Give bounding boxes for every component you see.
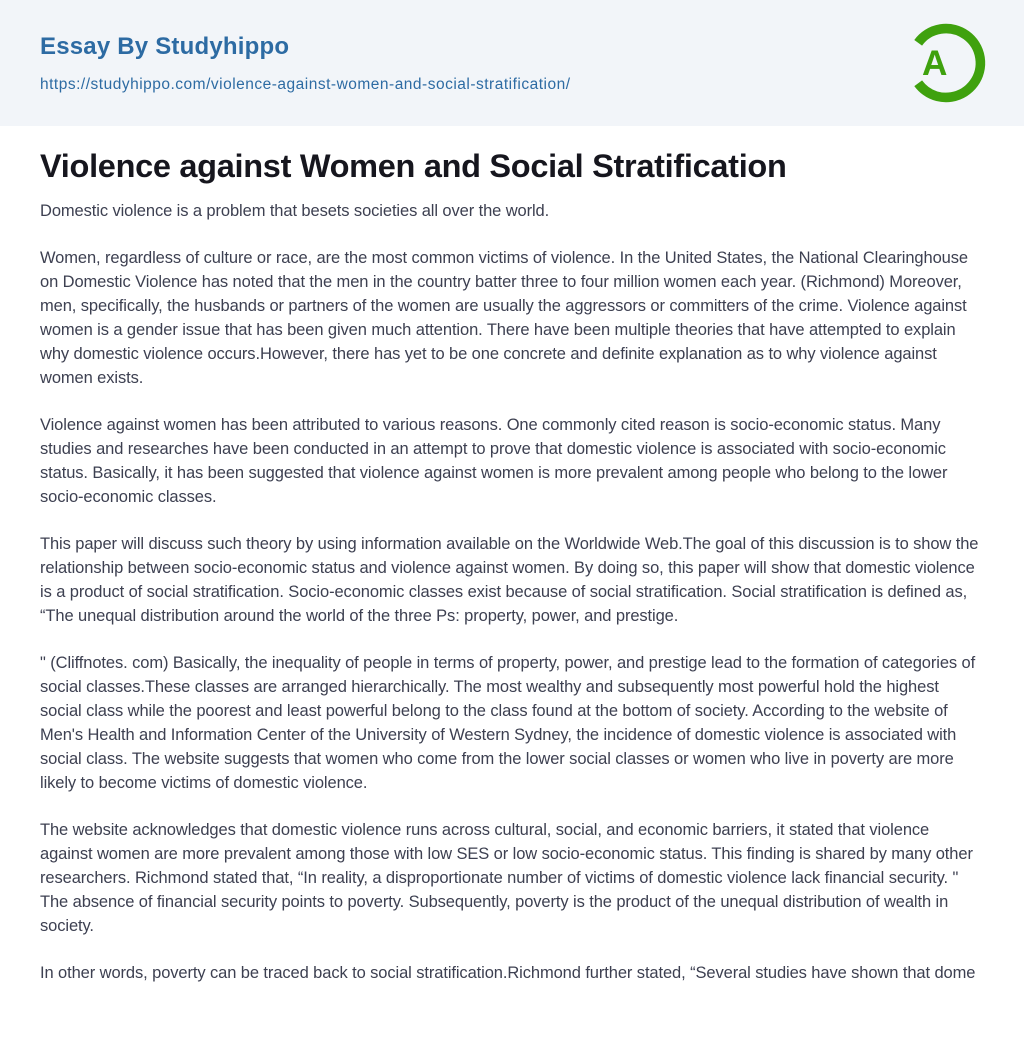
page-title: Violence against Women and Social Stratification [40, 148, 787, 184]
page-url-link[interactable]: https://studyhippo.com/violence-against-women-and-social-stratification/ [40, 75, 571, 93]
logo-letter: A [922, 44, 948, 83]
article [0, 126, 1024, 985]
page-header [0, 0, 1024, 126]
article-paragraph: " (Cliffnotes. com) Basically, the inequality of people in terms of property, power, and prestige lead to the formation of categories of social classes.These classes are arranged hierarchically. The most wealthy and subsequently most powerful hold the highest social class while the poorest and least powerful belong to the class found at the bottom of society. According to the website of Men's Health and Information Center of the University of Western Sydney, the incidence of domestic violence is associated with social class. The website suggests that women who come from the lower social classes or women who live in poverty are more likely to become victims of domestic violence. [40, 654, 976, 792]
article-paragraph: Women, regardless of culture or race, are the most common victims of violence. In the United States, the National Clearinghouse on Domestic Violence has noted that the men in the country batter three to four million women each year. (Richmond) Moreover, men, specifically, the husbands or partners of the women are usually the aggressors or committers of the crime. Violence against women is a gender issue that has been given much attention. There have been multiple theories that have attempted to explain why domestic violence occurs.However, there has yet to be one concrete and definite explanation as to why violence against women exists. [40, 249, 968, 387]
article-paragraph: The website acknowledges that domestic violence runs across cultural, social, and economic barriers, it stated that violence against women are more prevalent among those with low SES or low socio-economic status. This finding is shared by many other researchers. Richmond stated that, “In reality, a disproportionate number of victims of domestic violence lack financial security. " The absence of financial security points to poverty. Subsequently, poverty is the product of the unequal distribution of wealth in society. [40, 821, 973, 935]
studyhippo-logo-icon [906, 21, 986, 105]
logo-svg [906, 23, 986, 103]
article-paragraph: Violence against women has been attributed to various reasons. One commonly cited reason is socio-economic status. Many studies and researches have been conducted in an attempt to prove that domestic violence is associated with socio-economic status. Basically, it has been suggested that violence against women is more prevalent among people who belong to the lower socio-economic classes. [40, 416, 948, 506]
article-paragraph: In other words, poverty can be traced back to social stratification.Richmond further stated, “Several studies have shown that dome [40, 964, 976, 982]
article-paragraph: This paper will discuss such theory by using information available on the Worldwide Web.The goal of this discussion is to show the relationship between socio-economic status and violence against women. By doing so, this paper will show that domestic violence is a product of social stratification. Socio-economic classes exist because of social stratification. Social stratification is defined as, “The unequal distribution around the world of the three Ps: property, power, and prestige. [40, 535, 979, 625]
article-paragraph: Domestic violence is a problem that besets societies all over the world. [40, 202, 550, 220]
header-text [40, 33, 571, 94]
site-title: Essay By Studyhippo [40, 32, 290, 60]
article-body [40, 199, 984, 985]
